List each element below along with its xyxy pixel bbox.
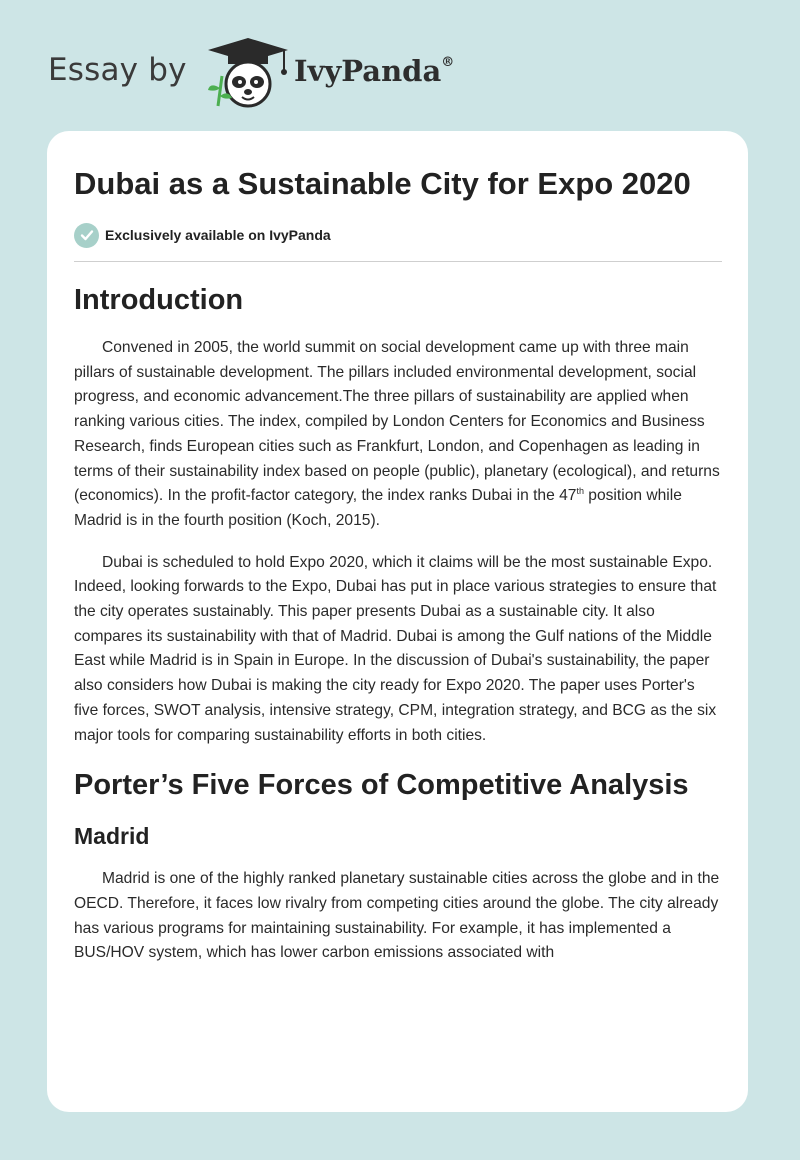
paragraph: Convened in 2005, the world summit on social development came up with three main pillars of sustainable development. The pillars included environmental development, social progress, and economic advancement.The three pillars of sustainability are applied when ranking various cities. The index, compiled by London Centers for Economics and Business Research, finds European cities such as Frankfurt, London, and Copenhagen as leading in terms of their sustainability index based on people (public), planetary (ecological), and returns (economics). In the profit-factor category, the index ranks Dubai in the 47th position while Madrid is in the fourth position (Koch, 2015).	[74, 339, 720, 529]
paragraph: Madrid is one of the highly ranked planetary sustainable cities across the globe and in the OECD. Therefore, it faces low rivalry from competing cities around the globe. The city already has various programs for maintaining sustainability. For example, it has implemented a BUS/HOV system, which has lower carbon emissions associated with	[74, 870, 720, 962]
section-heading-porter: Porter’s Five Forces of Competitive Analysis	[74, 769, 689, 802]
check-icon	[74, 223, 99, 248]
paragraph: Dubai is scheduled to hold Expo 2020, which it claims will be the most sustainable Expo. Indeed, looking forwards to the Expo, Dubai has put in place various strategies to ensure that the city operates sustainably. This paper presents Dubai as a sustainable city. It also compares its sustainability with that of Madrid. Dubai is among the Gulf nations of the Middle East while Madrid is in Spain in Europe. In the discussion of Dubai's sustainability, the paper also considers how Dubai is making the city ready for Expo 2020. The paper uses Porter's five forces, SWOT analysis, intensive strategy, CPM, integration strategy, and BCG as the six major tools for comparing sustainability efforts in both cities.	[74, 553, 717, 744]
registered-mark: ®	[441, 55, 455, 71]
subsection-heading-madrid: Madrid	[74, 823, 150, 850]
section-heading-introduction: Introduction	[74, 284, 244, 316]
brand-name[interactable]: IvyPanda®	[294, 54, 455, 88]
article-title: Dubai as a Sustainable City for Expo 2020	[74, 166, 691, 201]
essay-by-label: Essay by	[48, 52, 187, 88]
article-card	[47, 131, 748, 1112]
article-content	[74, 165, 722, 983]
divider	[74, 261, 722, 262]
panda-logo-icon[interactable]	[200, 36, 290, 108]
exclusive-badge	[74, 221, 722, 249]
site-header	[48, 36, 548, 116]
badge-label: Exclusively available on IvyPanda	[105, 227, 331, 243]
